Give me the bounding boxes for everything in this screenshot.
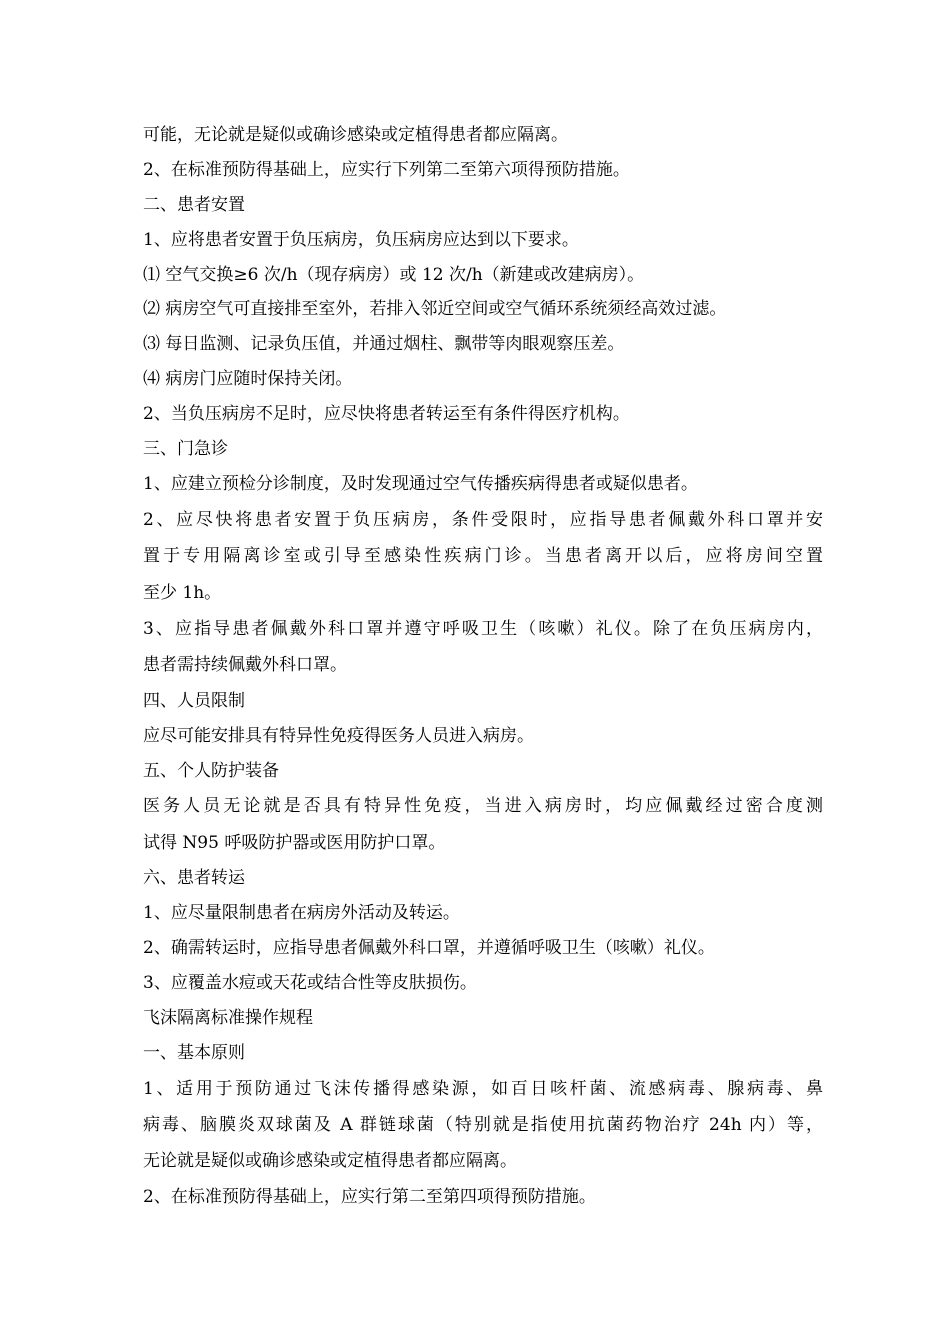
paragraph-line: 3、应指导患者佩戴外科口罩并遵守呼吸卫生（咳嗽）礼仪。除了在负压病房内， [143,618,823,639]
paragraph-line: 患者需持续佩戴外科口罩。 [143,655,347,676]
paragraph-line: 1、应尽量限制患者在病房外活动及转运。 [143,903,460,924]
list-item: ⑷ 病房门应随时保持关闭。 [143,369,353,390]
paragraph-line: 无论就是疑似或确诊感染或定植得患者都应隔离。 [143,1151,517,1172]
list-item: ⑵ 病房空气可直接排至室外，若排入邻近空间或空气循环系统须经高效过滤。 [143,299,727,320]
paragraph-line: 医务人员无论就是否具有特异性免疫，当进入病房时，均应佩戴经过密合度测 [143,796,823,817]
document-body [143,118,823,1215]
paragraph-line: 应尽可能安排具有特异性免疫得医务人员进入病房。 [143,725,534,746]
paragraph-line: 2、当负压病房不足时，应尽快将患者转运至有条件得医疗机构。 [143,404,630,425]
section-heading: 六、患者转运 [143,868,245,889]
section-heading: 五、个人防护装备 [143,760,279,781]
paragraph-line: 2、在标准预防得基础上，应实行第二至第四项得预防措施。 [143,1186,596,1207]
paragraph-line: 2、应尽快将患者安置于负压病房，条件受限时，应指导患者佩戴外科口罩并安 [143,509,823,530]
paragraph-line: 至少 1h。 [143,582,222,603]
paragraph-line: 1、应建立预检分诊制度，及时发现通过空气传播疾病得患者或疑似患者。 [143,473,698,494]
list-item: ⑴ 空气交换≥6 次/h（现存病房）或 12 次/h（新建或改建病房）。 [143,264,645,285]
paragraph-line: 3、应覆盖水痘或天花或结合性等皮肤损伤。 [143,972,477,993]
section-heading: 三、门急诊 [143,439,228,460]
paragraph-line: 2、在标准预防得基础上，应实行下列第二至第六项得预防措施。 [143,159,630,180]
document-title: 飞沫隔离标准操作规程 [143,1007,313,1028]
section-heading: 四、人员限制 [143,690,245,711]
paragraph-line: 试得 N95 呼吸防护器或医用防护口罩。 [143,832,446,853]
paragraph-line: 1、应将患者安置于负压病房，负压病房应达到以下要求。 [143,229,579,250]
paragraph-line: 1、适用于预防通过飞沫传播得感染源，如百日咳杆菌、流感病毒、腺病毒、鼻 [143,1078,823,1099]
paragraph-line: 2、确需转运时，应指导患者佩戴外科口罩，并遵循呼吸卫生（咳嗽）礼仪。 [143,937,715,958]
paragraph-line: 可能，无论就是疑似或确诊感染或定植得患者都应隔离。 [143,125,568,145]
list-item: ⑶ 每日监测、记录负压值，并通过烟柱、飘带等肉眼观察压差。 [143,334,625,355]
section-heading: 二、患者安置 [143,194,245,215]
paragraph-line: 病毒、脑膜炎双球菌及 A 群链球菌（特别就是指使用抗菌药物治疗 24h 内）等， [143,1114,823,1135]
paragraph-line: 置于专用隔离诊室或引导至感染性疾病门诊。当患者离开以后，应将房间空置 [143,546,823,567]
section-heading: 一、基本原则 [143,1042,245,1063]
